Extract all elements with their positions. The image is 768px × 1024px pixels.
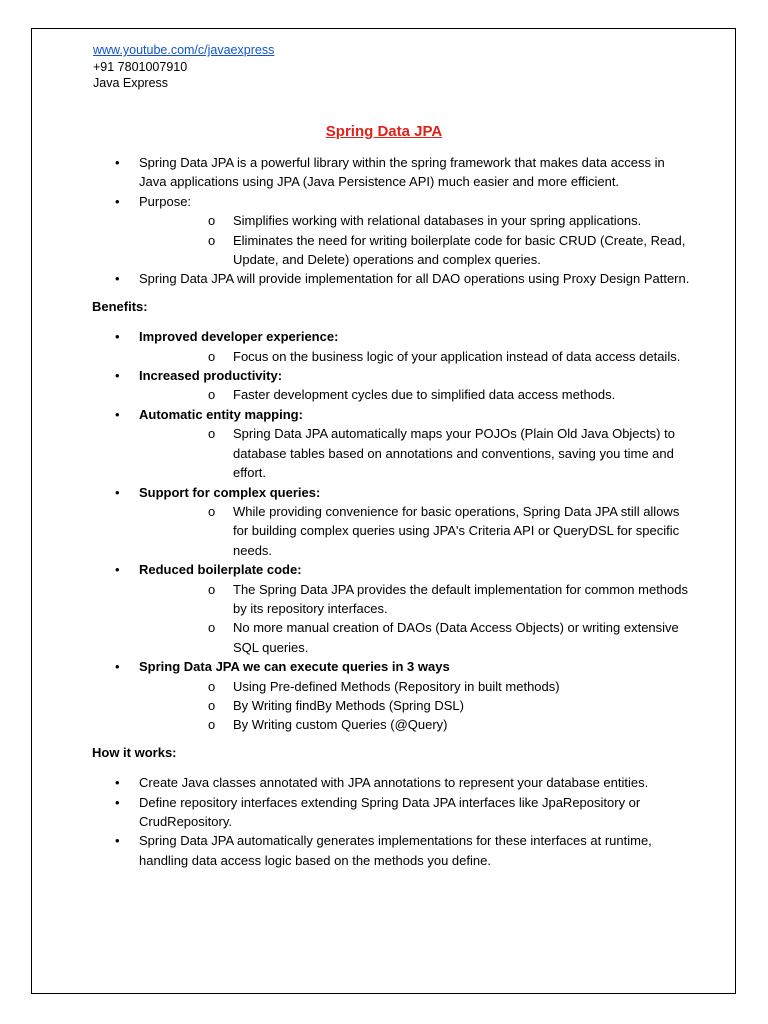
benefit-subitem: o By Writing custom Queries (@Query) (208, 717, 448, 733)
benefit-subitem: o The Spring Data JPA provides the default implementation for common methods by its repository interfaces. (208, 581, 688, 616)
benefit-subitem: o No more manual creation of DAOs (Data Access Objects) or writing extensive SQL queries. (208, 620, 679, 655)
benefit-subitem: o Focus on the business logic of your application instead of data access details. (208, 348, 681, 364)
benefit-item: • Support for complex queries: o While providing convenience for basic operations, Spring Data JPA still allows for building complex queries using JPA's Criteria API or QueryDSL for specific needs. (92, 483, 692, 561)
how-item: • Define repository interfaces extending Spring Data JPA interfaces like JpaRepository or CrudRepository. (92, 793, 692, 832)
benefits-list (92, 327, 692, 735)
benefit-subitem: o Using Pre-defined Methods (Repository in built methods) (208, 678, 560, 694)
dao-paragraph: • Spring Data JPA will provide implementation for all DAO operations using Proxy Design Pattern. (92, 269, 692, 288)
purpose-subitem: o Simplifies working with relational databases in your spring applications. (208, 213, 642, 229)
intro-paragraph: • Spring Data JPA is a powerful library within the spring framework that makes data access in Java applications using JPA (Java Persistence API) much easier and more efficient. (92, 153, 692, 192)
page-title: Spring Data JPA (325, 123, 443, 140)
benefit-item: • Spring Data JPA we can execute queries in 3 ways o Using Pre-defined Methods (Repository in built methods) o By Writing findBy Methods (Spring DSL) o By Writing custom Queries (@Query) (92, 657, 692, 735)
header (93, 42, 274, 92)
purpose-label: Purpose: (139, 193, 192, 209)
how-item: • Create Java classes annotated with JPA annotations to represent your database entities. (92, 773, 692, 792)
benefit-subitem: o While providing convenience for basic operations, Spring Data JPA still allows for building complex queries using JPA's Criteria API or QueryDSL for specific needs. (208, 503, 680, 558)
document-body (92, 153, 692, 870)
benefit-item: • Reduced boilerplate code: o The Spring Data JPA provides the default implementation for common methods by its repository interfaces. o No more manual creation of DAOs (Data Access Objects) or writing extensive SQL queries. (92, 560, 692, 657)
how-item: • Spring Data JPA automatically generates implementations for these interfaces at runtime, handling data access logic based on the methods you define. (92, 831, 692, 870)
benefit-subitem: o Spring Data JPA automatically maps your POJOs (Plain Old Java Objects) to database tables based on annotations and conventions, saving you time and effort. (208, 426, 675, 481)
benefit-subitem: o By Writing findBy Methods (Spring DSL) (208, 697, 464, 713)
author-name: Java Express (93, 76, 169, 90)
youtube-link[interactable]: www.youtube.com/c/javaexpress (93, 43, 275, 57)
how-it-works-list (92, 773, 692, 870)
purpose-subitem: o Eliminates the need for writing boilerplate code for basic CRUD (Create, Read, Update, and Delete) operations and complex queries. (208, 232, 686, 268)
benefit-item: • Automatic entity mapping: o Spring Data JPA automatically maps your POJOs (Plain Old Java Objects) to database tables based on annotations and conventions, saving you time and effort. (92, 405, 692, 483)
how-it-works-heading: How it works: (92, 744, 177, 760)
purpose-item (92, 192, 692, 270)
benefit-subitem: o Faster development cycles due to simplified data access methods. (208, 387, 616, 403)
benefit-item: • Improved developer experience: o Focus on the business logic of your application instead of data access details. (92, 327, 692, 366)
benefit-item: • Increased productivity: o Faster development cycles due to simplified data access methods. (92, 366, 692, 405)
benefits-heading: Benefits: (92, 298, 148, 314)
phone-number: +91 7801007910 (93, 59, 188, 74)
intro-list (92, 153, 692, 289)
